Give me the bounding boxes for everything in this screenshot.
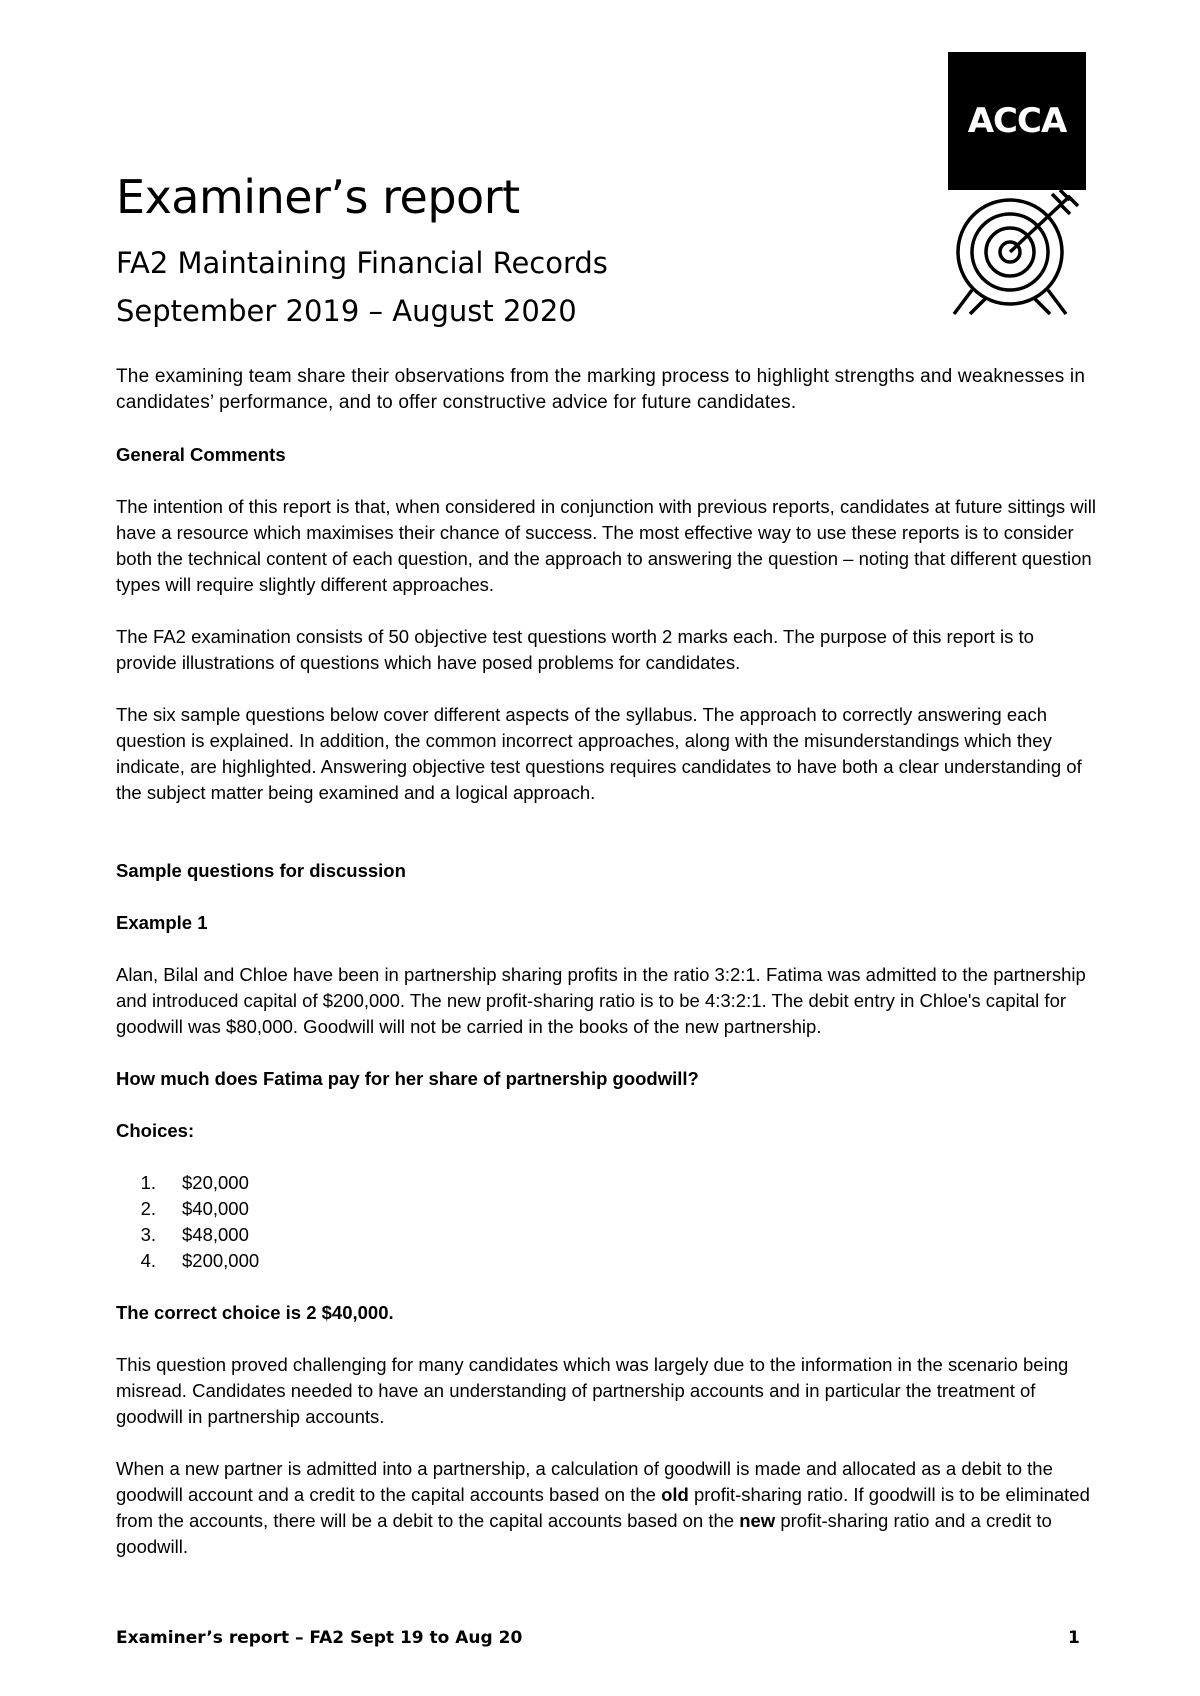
target-arrow-icon (942, 190, 1092, 342)
example-heading: Example 1 (116, 912, 208, 933)
choice-value: $20,000 (182, 1172, 249, 1193)
explanation-text: When a new partner is admitted into a partnership, a calculation of goodwill is made and allocated as a debit to the goodwill account and a credit to the capital accounts based on the (116, 1458, 1053, 1505)
choice-number: 4. (140, 1250, 156, 1271)
logo-text: ACCA (967, 101, 1067, 141)
choices-heading: Choices: (116, 1120, 195, 1141)
choice-value: $48,000 (182, 1224, 249, 1245)
explanation-paragraph-2 (116, 1456, 1096, 1560)
exam-subtitle: FA2 Maintaining Financial Records (116, 246, 608, 280)
choice-value: $40,000 (182, 1198, 249, 1219)
choices-list (116, 1170, 1096, 1274)
list-item (116, 1170, 1096, 1196)
period-subtitle: September 2019 – August 2020 (116, 294, 577, 328)
example-question: How much does Fatima pay for her share of partnership goodwill? (116, 1068, 699, 1089)
general-paragraph-3: The six sample questions below cover different aspects of the syllabus. The approach to correctly answering each question is explained. In addition, the common incorrect approaches, along with the misunderstandings which they indicate, are highlighted. Answering objective test questions requires candidates to have both a clear understanding of the subject matter being examined and a logical approach. (116, 704, 1082, 803)
intro-paragraph: The examining team share their observations from the marking process to highlight strengths and weaknesses in candidates’ performance, and to offer constructive advice for future candidates. (116, 366, 1086, 413)
general-paragraph-1: The intention of this report is that, when considered in conjunction with previous reports, candidates at future sittings will have a resource which maximises their chance of success. The most effective way to use these reports is to consider both the technical content of each question, and the approach to answering the question – noting that different question types will require slightly different approaches. (116, 496, 1096, 595)
choice-number: 3. (140, 1224, 156, 1245)
list-item (116, 1248, 1096, 1274)
explanation-text: profit-sharing ratio. If goodwill is to be eliminated from the accounts, there will be a debit to the capital accounts based on the (116, 1484, 1090, 1531)
report-body (116, 364, 1096, 1560)
choice-number: 2. (140, 1198, 156, 1219)
general-comments-heading: General Comments (116, 444, 286, 465)
list-item (116, 1196, 1096, 1222)
list-item (116, 1222, 1096, 1248)
emphasis-old: old (661, 1484, 689, 1505)
footer-text: Examiner’s report – FA2 Sept 19 to Aug 20 (116, 1628, 523, 1648)
emphasis-new: new (739, 1510, 776, 1531)
explanation-text: profit-sharing ratio and a credit to goodwill. (116, 1510, 1052, 1557)
choice-value: $200,000 (182, 1250, 260, 1271)
explanation-paragraph-1: This question proved challenging for many candidates which was largely due to the information in the scenario being misread. Candidates needed to have an understanding of partnership accounts and in particular the treatment of goodwill in partnership accounts. (116, 1354, 1069, 1427)
page-title: Examiner’s report (116, 170, 520, 224)
page-number: 1 (1068, 1628, 1080, 1648)
general-paragraph-2: The FA2 examination consists of 50 objective test questions worth 2 marks each. The purpose of this report is to provide illustrations of questions which have posed problems for candidates. (116, 626, 1034, 673)
example-scenario: Alan, Bilal and Chloe have been in partnership sharing profits in the ratio 3:2:1. Fatima was admitted to the partnership and introduced capital of $200,000. The new profit-sharing ratio is to be 4:3:2:1. The debit entry in Chloe's capital for goodwill was $80,000. Goodwill will not be carried in the books of the new partnership. (116, 964, 1086, 1037)
sample-questions-heading: Sample questions for discussion (116, 860, 406, 881)
choice-number: 1. (140, 1172, 156, 1193)
correct-choice: The correct choice is 2 $40,000. (116, 1302, 394, 1323)
acca-logo (948, 52, 1086, 190)
